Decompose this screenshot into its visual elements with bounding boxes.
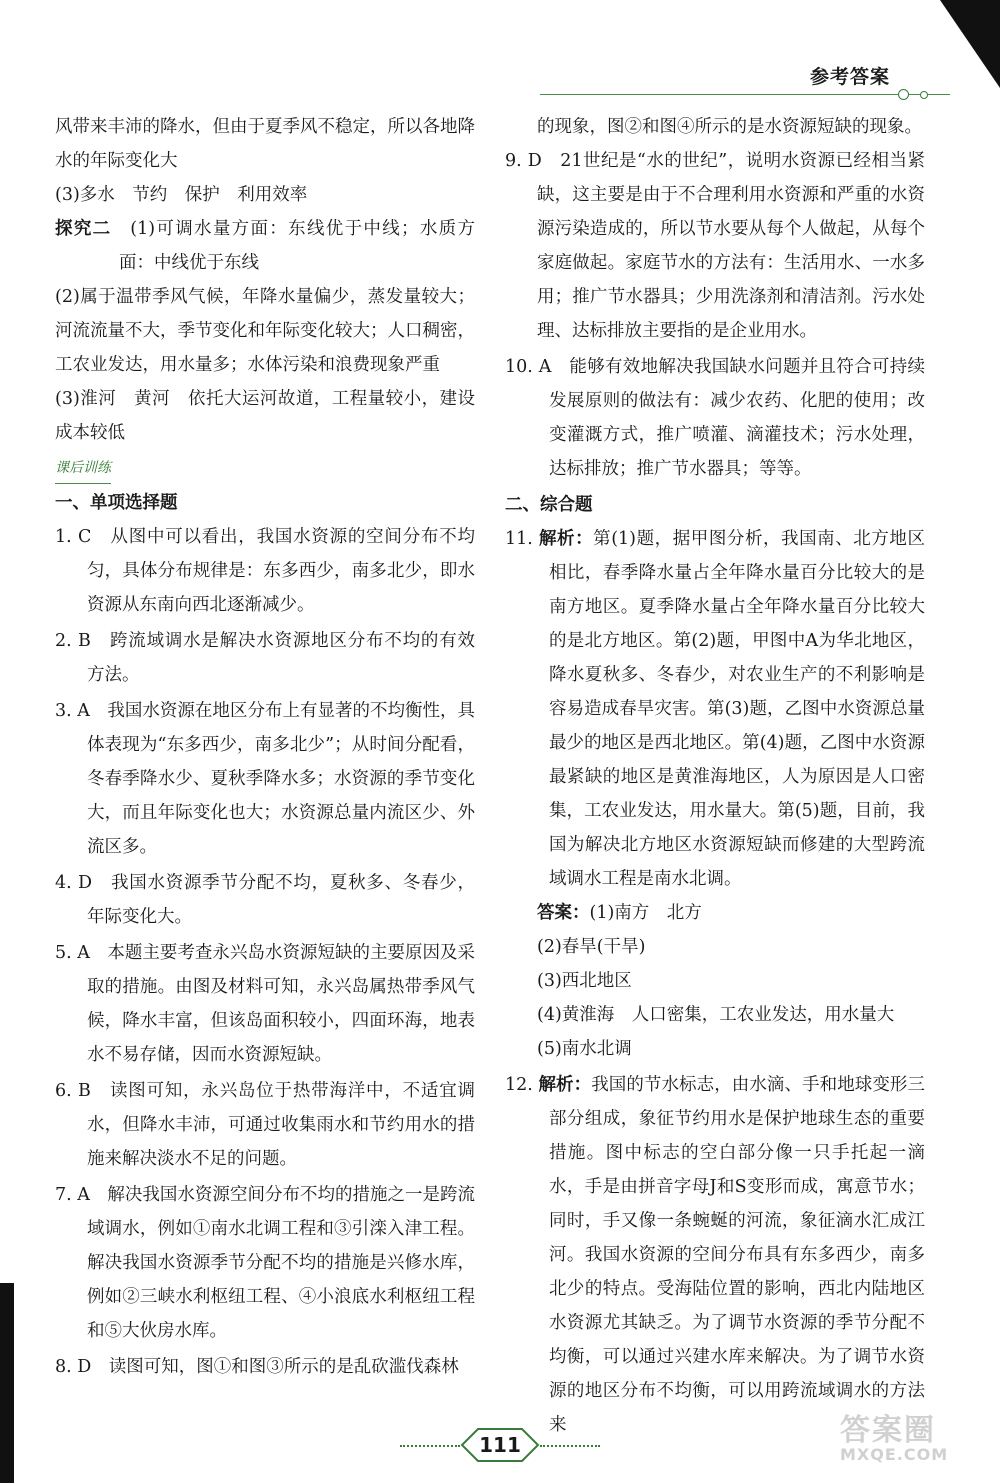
answer-item: 6. B 读图可知，永兴岛位于热带海洋中，不适宜调水，但降水丰沛，可通过收集雨水和节约用水的措施来解决淡水不足的问题。 [55,1081,475,1169]
analysis-text: 第(1)题，据甲图分析，我国南、北方地区相比，春季降水量占全年降水量百分比较大的是南方地区。夏季降水量占全年降水量百分比较大的是北方地区。第(2)题，甲图中A为华北地区，降水夏秋多、冬春少，对农业生产的不利影响是容易造成春旱灾害。第(3)题，乙图中水资源总量最少的地区是西北地区。第(4)题，乙图中水资源最紧缺的地区是黄淮海地区，人为原因是人口密集，工农业发达，用水量大。第(5)题，目前，我国为解决北方地区水资源短缺而修建的大型跨流域调水工程是南水北调。 [549,529,925,889]
header-dot-icon [920,91,928,99]
header-title: 参考答案 [809,66,890,88]
answer-item: 10. A 能够有效地解决我国缺水问题并且符合可持续发展原则的做法有：减少农药、化肥的使用；改变灌溉方式，推广喷灌、滴灌技术；污水处理，达标排放；推广节水器具；等等。 [505,357,925,479]
analysis-label: 解析： [538,1075,592,1095]
answer-line: (2)春旱(干旱) [537,937,646,957]
answer-item: 3. A 我国水资源在地区分布上有显著的不均衡性，具体表现为“东多西少，南多北少”；从时间分配看，冬春季降水少、夏秋季降水多；水资源的季节变化大，而且年际变化也大；水资源总量内流区少、外流区多。 [55,701,475,857]
answer-line [505,896,925,930]
answer-item: 5. A 本题主要考查永兴岛水资源短缺的主要原因及采取的措施。由图及材料可知，永兴岛属热带季风气候，降水丰富，但该岛面积较小，四面环海，地表水不易存储，因而水资源短缺。 [55,943,475,1065]
answer-item: 8. D 读图可知，图①和图③所示的是乱砍滥伐森林 [55,1357,459,1377]
scan-edge-shadow [0,1283,14,1483]
site-watermark [840,1405,990,1475]
footer-dotted-rule [400,1445,460,1447]
watermark-domain: MXQE.COM [840,1445,949,1464]
item-number: 11. [505,529,539,549]
page-number [458,1426,542,1464]
answer-item [505,1068,925,1442]
answer-label: 答案： [537,903,590,923]
paragraph: 的现象，图②和图④所示的是水资源短缺的现象。 [537,117,922,137]
analysis-text: 我国的节水标志，由水滴、手和地球变形三部分组成，象征节约用水是保护地球生态的重要措施。图中标志的空白部分像一只手托起一滴水，手是由拼音字母J和S变形而成，寓意节水；同时，手又像一条蜿蜒的河流，象征滴水汇成江河。我国水资源的空间分布具有东多西少，南多北少的特点。受海陆位置的影响，西北内陆地区水资源尤其缺乏。为了调节水资源的季节分配不均衡，可以通过兴建水库来解决。为了调节水资源的地区分布不均衡，可以用跨流域调水的方法来 [549,1075,925,1435]
left-column [55,110,475,1384]
answer-item [505,522,925,896]
paragraph-text: (1)可调水量方面：东线优于中线；水质方面：中线优于东线 [111,219,476,273]
answer-text: (1)南方 北方 [589,903,702,923]
answer-item: 4. D 我国水资源季节分配不均，夏秋多、冬春少，年际变化大。 [55,873,475,927]
page-number-text: 111 [479,1433,521,1457]
paragraph: (3)多水 节约 保护 利用效率 [55,185,308,205]
footer-dotted-rule [540,1445,600,1447]
paragraph [55,212,475,280]
header-dot-icon [898,89,909,100]
paragraph: (2)属于温带季风气候，年降水量偏少，蒸发量较大；河流流量不大，季节变化和年际变化较大；人口稠密，工农业发达，用水量多；水体污染和浪费现象严重 [55,287,475,375]
watermark-logo-text: 答案圈 [840,1413,936,1448]
paragraph: 风带来丰沛的降水，但由于夏季风不稳定，所以各地降水的年际变化大 [55,117,475,171]
section-label: 探究二 [55,219,112,239]
item-number: 12. [505,1075,539,1095]
section-heading: 二、综合题 [505,495,593,515]
answer-item: 7. A 解决我国水资源空间分布不均的措施之一是跨流域调水，例如①南水北调工程和③引滦入津工程。解决我国水资源季节分配不均的措施是兴修水库，例如②三峡水利枢纽工程、④小浪底水利枢纽工程和⑤大伙房水库。 [55,1185,475,1341]
header-rule [540,94,950,95]
paragraph: (3)淮河 黄河 依托大运河故道，工程量较小，建设成本较低 [55,389,475,443]
analysis-label: 解析： [538,529,594,549]
answer-line: (3)西北地区 [537,971,632,991]
answer-item: 1. C 从图中可以看出，我国水资源的空间分布不均匀，具体分布规律是：东多西少，南多北少，即水资源从东南向西北逐渐减少。 [55,527,475,615]
page-footer [400,1426,600,1466]
right-column [505,110,925,1442]
answer-line: (5)南水北调 [537,1039,632,1059]
answer-item: 2. B 跨流域调水是解决水资源地区分布不均的有效方法。 [55,631,475,685]
section-heading: 一、单项选择题 [55,493,178,513]
answer-line: (4)黄淮海 人口密集，工农业发达，用水量大 [537,1005,895,1025]
section-tag: 课后训练 [55,453,111,484]
answer-item: 9. D 21世纪是“水的世纪”，说明水资源已经相当紧缺，这主要是由于不合理利用水资源和严重的水资源污染造成的，所以节水要从每个人做起，从每个家庭做起。家庭节水的方法有：生活用水、一水多用；推广节水器具；少用洗涤剂和清洁剂。污水处理、达标排放主要指的是企业用水。 [505,151,925,341]
page-header [520,58,950,108]
